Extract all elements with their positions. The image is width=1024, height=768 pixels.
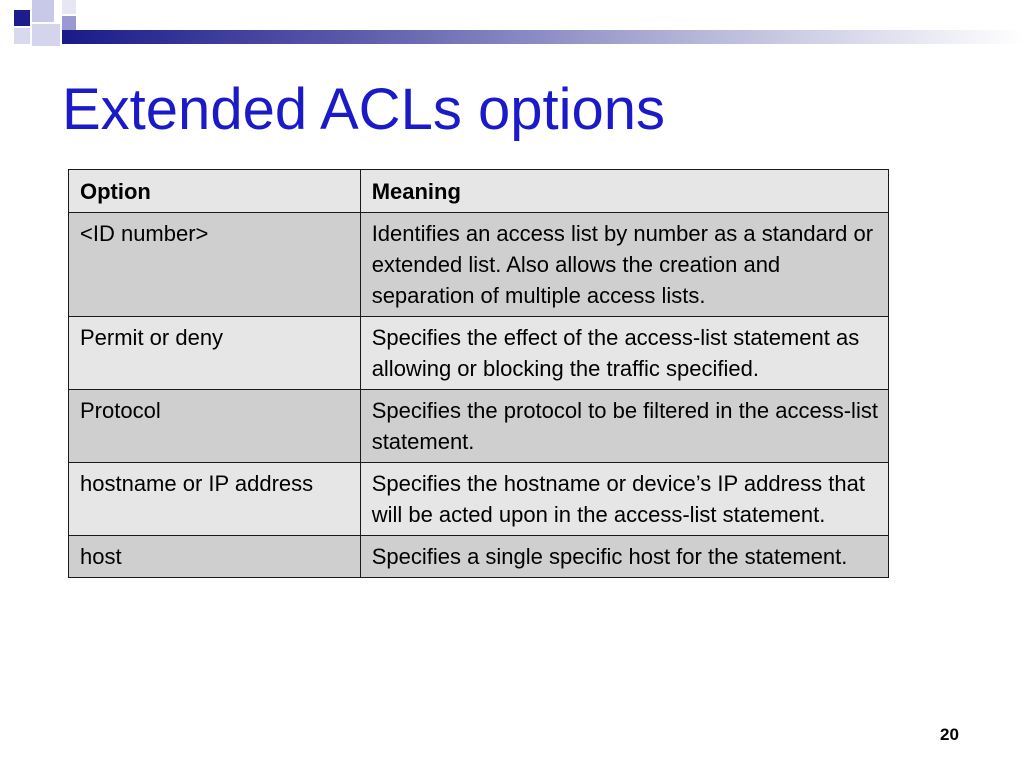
meaning-cell: Specifies the effect of the access-list statement as allowing or blocking the traffic specified. xyxy=(360,317,888,390)
options-table xyxy=(68,169,889,578)
option-cell: <ID number> xyxy=(69,213,361,317)
table-row xyxy=(69,463,889,536)
page-number: 20 xyxy=(940,725,959,744)
meaning-cell: Specifies the hostname or device’s IP address that will be acted upon in the access-list statement. xyxy=(360,463,888,536)
option-cell: hostname or IP address xyxy=(69,463,361,536)
decor-square xyxy=(62,0,76,14)
meaning-cell: Identifies an access list by number as a standard or extended list. Also allows the creation and separation of multiple access lists. xyxy=(360,213,888,317)
decor-square xyxy=(14,28,30,44)
table-row xyxy=(69,536,889,578)
column-header-meaning: Meaning xyxy=(360,170,888,213)
meaning-cell: Specifies a single specific host for the statement. xyxy=(360,536,888,578)
table-row xyxy=(69,213,889,317)
table-row xyxy=(69,390,889,463)
option-cell: Protocol xyxy=(69,390,361,463)
decor-square xyxy=(32,0,54,22)
meaning-cell: Specifies the protocol to be filtered in the access-list statement. xyxy=(360,390,888,463)
decor-square xyxy=(32,24,60,46)
table-row xyxy=(69,317,889,390)
option-cell: Permit or deny xyxy=(69,317,361,390)
column-header-option: Option xyxy=(69,170,361,213)
header-gradient-bar xyxy=(62,30,1024,44)
table-header-row xyxy=(69,170,889,213)
decor-square xyxy=(14,10,30,26)
option-cell: host xyxy=(69,536,361,578)
decor-square xyxy=(62,16,76,30)
slide-title: Extended ACLs options xyxy=(62,77,665,142)
